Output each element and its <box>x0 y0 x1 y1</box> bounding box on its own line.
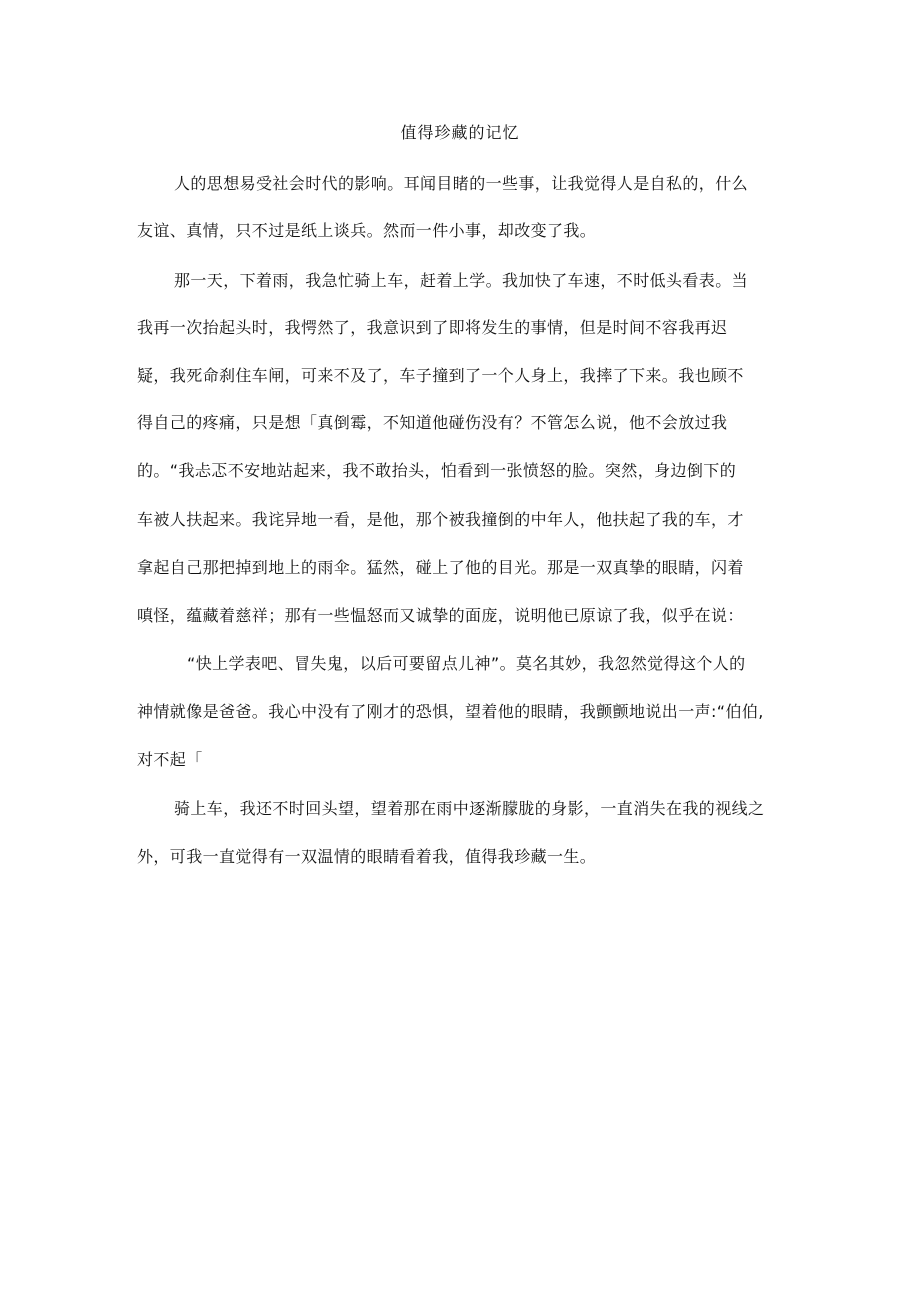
text-line: 疑，我死命刹住车闸，可来不及了，车子撞到了一个人身上，我摔了下来。我也顾不 <box>137 366 744 385</box>
text-line: 友谊、真情，只不过是纸上谈兵。然而一件小事，却改变了我。 <box>137 221 597 240</box>
text-line: 我再一次抬起头时，我愕然了，我意识到了即将发生的事情，但是时间不容我再迟 <box>137 318 728 337</box>
text-line: 的。“我忐忑不安地站起来，我不敢抬头，怕看到一张愤怒的脸。突然，身边倒下的 <box>137 461 737 480</box>
text-line: 骑上车，我还不时回头望，望着那在雨中逐渐朦胧的身影，一直消失在我的视线之 <box>174 799 765 818</box>
text-line: “快上学表吧、冒失鬼，以后可要留点儿神”。莫名其妙，我忽然觉得这个人的 <box>187 654 746 673</box>
text-line: 车被人扶起来。我诧异地一看，是他，那个被我撞倒的中年人，他扶起了我的车，才 <box>137 510 744 529</box>
text-line: 神情就像是爸爸。我心中没有了刚才的恐惧，望着他的眼睛，我颤颤地说出一声:“伯伯, <box>137 702 764 721</box>
document-title: 值得珍藏的记忆 <box>400 123 520 142</box>
text-line: 得自己的疼痛，只是想「真倒霉，不知道他碰伤没有？不管怎么说，他不会放过我 <box>137 413 728 432</box>
text-line: 嗔怪，蕴藏着慈祥；那有一些愠怒而又诚挚的面庞，说明他已原谅了我，似乎在说： <box>137 606 744 625</box>
text-line: 人的思想易受社会时代的影响。耳闻目睹的一些事，让我觉得人是自私的，什么 <box>174 174 749 193</box>
text-line: 那一天，下着雨，我急忙骑上车，赶着上学。我加快了车速，不时低头看表。当 <box>174 271 749 290</box>
text-line: 拿起自己那把掉到地上的雨伞。猛然，碰上了他的目光。那是一双真挚的眼睛，闪着 <box>137 558 744 577</box>
text-line: 对不起「 <box>137 750 203 769</box>
text-line: 外，可我一直觉得有一双温情的眼睛看着我，值得我珍藏一生。 <box>137 847 597 866</box>
